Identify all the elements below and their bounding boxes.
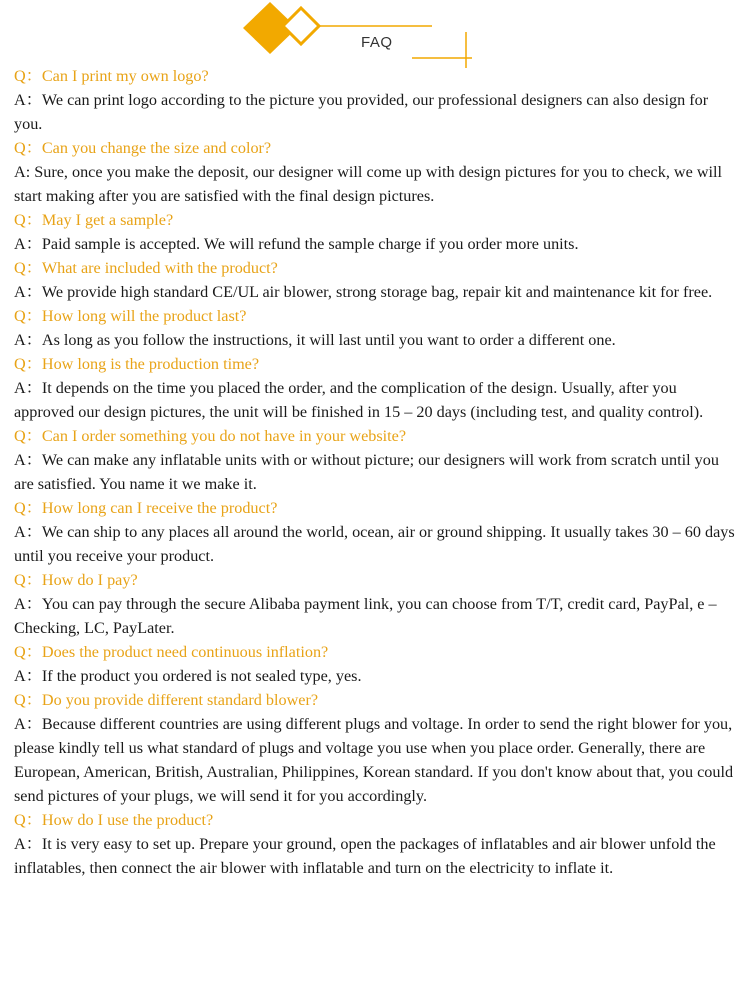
faq-header (0, 0, 750, 70)
faq-question: Q：How long can I receive the product? (14, 499, 278, 517)
faq-question: Q：How long will the product last? (14, 307, 247, 325)
faq-answer: A：We provide high standard CE/UL air blower, strong storage bag, repair kit and maintenance kit for free. (14, 283, 713, 301)
faq-question: Q：May I get a sample? (14, 211, 174, 229)
faq-question: Q：Can I order something you do not have in your website? (14, 427, 407, 445)
faq-question: Q：Does the product need continuous inflation? (14, 643, 329, 661)
faq-answer: A：As long as you follow the instructions, it will last until you want to order a different one. (14, 331, 616, 349)
faq-answer: A：Paid sample is accepted. We will refund the sample charge if you order more units. (14, 235, 579, 253)
faq-answer: A：You can pay through the secure Alibaba payment link, you can choose from T/T, credit card, PayPal, e – Checking, LC, PayLater. (14, 595, 717, 637)
faq-question: Q：How do I use the product? (14, 811, 214, 829)
faq-answer: A：If the product you ordered is not sealed type, yes. (14, 667, 362, 685)
faq-answer: A: Sure, once you make the deposit, our designer will come up with design pictures for you to check, we will start making after you are satisfied with the final design pictures. (14, 163, 723, 205)
faq-question: Q：How long is the production time? (14, 355, 260, 373)
faq-answer: A：We can make any inflatable units with or without picture; our designers will work from scratch until you are satisfied. You name it we make it. (14, 451, 719, 493)
faq-question: Q：Can I print my own logo? (14, 67, 209, 85)
faq-answer: A：We can ship to any places all around the world, ocean, air or ground shipping. It usually takes 30 – 60 days until you receive your product. (14, 523, 735, 565)
faq-answer: A：We can print logo according to the picture you provided, our professional designers can also design for you. (14, 91, 709, 133)
faq-answer: A：Because different countries are using different plugs and voltage. In order to send the right blower for you, please kindly tell us what standard of plugs and voltage you use when you place order. Generally, there are European, American, British, Australian, Philippines, Korean standard. If you don't know about that, you could send pictures of your plugs, we will send it for you accordingly. (14, 715, 734, 805)
faq-question: Q：Can you change the size and color? (14, 139, 272, 157)
page-title: FAQ (361, 34, 393, 51)
faq-question: Q：Do you provide different standard blower? (14, 691, 319, 709)
faq-question: Q：How do I pay? (14, 571, 138, 589)
faq-question: Q：What are included with the product? (14, 259, 278, 277)
faq-answer: A：It is very easy to set up. Prepare your ground, open the packages of inflatables and air blower unfold the inflatables, then connect the air blower with inflatable and turn on the electricity to inflate it. (14, 835, 716, 877)
faq-list (14, 64, 738, 880)
faq-answer: A：It depends on the time you placed the order, and the complication of the design. Usually, after you approved our design pictures, the unit will be finished in 15 – 20 days (including test, and quality control). (14, 379, 704, 421)
